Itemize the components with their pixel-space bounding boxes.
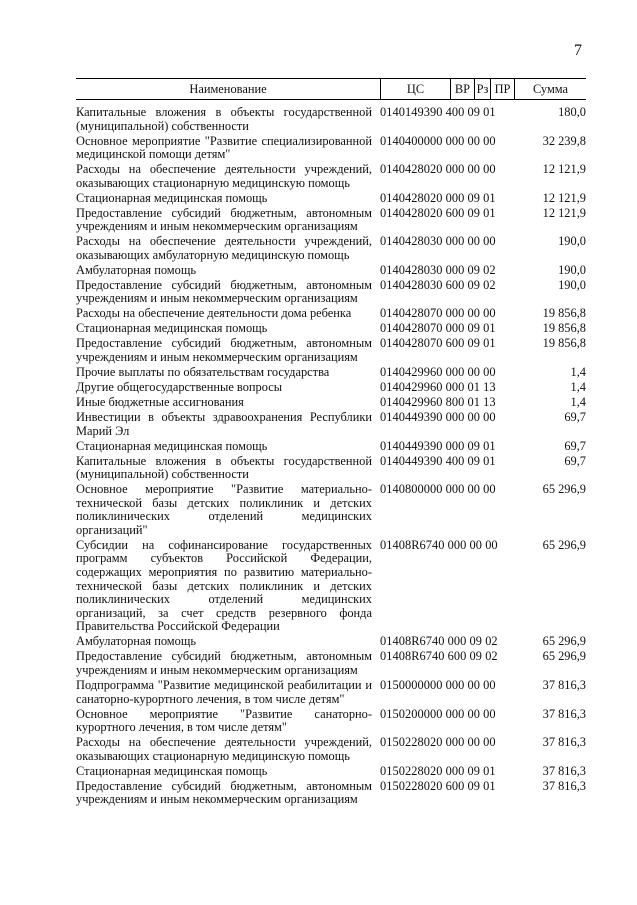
row-code: 01408R6740 600 09 02 <box>380 649 498 664</box>
table-row <box>76 279 586 306</box>
row-name: Капитальные вложения в объекты государственной (муниципальной) собственности <box>76 453 372 482</box>
table-row <box>76 235 586 262</box>
table-row <box>76 483 586 537</box>
row-sum: 37 816,3 <box>542 677 586 692</box>
row-name: Предоставление субсидий бюджетным, автономным учреждениям и иным некоммерческим организациям <box>76 649 372 677</box>
row-code: 0140429960 800 01 13 <box>380 394 496 409</box>
row-code: 0140428070 000 09 01 <box>380 321 496 336</box>
table-row <box>76 381 586 395</box>
table-row <box>76 650 586 677</box>
row-name: Амбулаторная помощь <box>76 262 197 277</box>
table-row <box>76 207 586 234</box>
row-code: 01408R6740 000 09 02 <box>380 634 498 649</box>
row-code: 0140428070 000 00 00 <box>380 306 496 321</box>
row-name: Расходы на обеспечение деятельности учреждений, оказывающих стационарную медицинскую помощь <box>76 735 372 763</box>
row-code: 0140429960 000 00 00 <box>380 364 496 379</box>
row-name: Основное мероприятие "Развитие санаторно-курортного лечения, в том числе детям" <box>76 706 372 735</box>
header-rz: Рз <box>474 79 490 99</box>
header-vr: ВР <box>450 79 474 99</box>
table-row <box>76 135 586 162</box>
row-name: Предоставление субсидий бюджетным, автономным учреждениям и иным некоммерческим организациям <box>76 336 372 364</box>
table-row <box>76 765 586 779</box>
row-name: Подпрограмма "Развитие медицинской реабилитации и санаторно-курортного лечения, в том числе детям" <box>76 677 372 706</box>
row-name: Капитальные вложения в объекты государственной (муниципальной) собственности <box>76 105 372 133</box>
row-sum: 19 856,8 <box>542 306 586 321</box>
table-row <box>76 366 586 380</box>
row-name: Амбулаторная помощь <box>76 634 197 649</box>
row-sum: 32 239,8 <box>542 133 586 148</box>
row-name: Стационарная медицинская помощь <box>76 190 268 205</box>
table-row <box>76 192 586 206</box>
row-name: Инвестиции в объекты здравоохранения Республики Марий Эл <box>76 409 372 438</box>
row-sum: 69,7 <box>564 409 586 424</box>
row-code: 0140428020 000 09 01 <box>380 190 496 205</box>
header-cs: ЦС <box>380 79 450 99</box>
table-row <box>76 539 586 634</box>
table-body <box>76 106 586 808</box>
row-sum: 19 856,8 <box>542 321 586 336</box>
row-code: 0150228020 000 00 00 <box>380 735 496 750</box>
row-name: Предоставление субсидий бюджетным, автономным учреждениям и иным некоммерческим организациям <box>76 205 372 234</box>
row-sum: 69,7 <box>564 453 586 468</box>
row-sum: 37 816,3 <box>542 778 586 793</box>
row-code: 0140428020 600 09 01 <box>380 205 496 220</box>
table-row <box>76 337 586 364</box>
row-sum: 65 296,9 <box>542 649 586 664</box>
row-name: Предоставление субсидий бюджетным, автономным учреждениям и иным некоммерческим организациям <box>76 277 372 306</box>
row-sum: 19 856,8 <box>542 336 586 351</box>
row-sum: 190,0 <box>558 262 586 277</box>
table-header <box>76 78 586 100</box>
row-code: 0140428070 600 09 01 <box>380 336 496 351</box>
row-name: Предоставление субсидий бюджетным, автономным учреждениям и иным некоммерческим организациям <box>76 778 372 807</box>
table-row <box>76 780 586 807</box>
table-row <box>76 708 586 735</box>
row-sum: 12 121,9 <box>542 205 586 220</box>
row-name: Основное мероприятие "Развитие материально-технической базы детских поликлиник и детских поликлинических отделений медицинских организаций" <box>76 482 372 537</box>
row-sum: 37 816,3 <box>542 763 586 778</box>
row-code: 0140428030 000 00 00 <box>380 234 496 249</box>
row-name: Стационарная медицинская помощь <box>76 438 268 453</box>
table-row <box>76 307 586 321</box>
row-sum: 190,0 <box>558 234 586 249</box>
row-code: 0140149390 400 09 01 <box>380 105 496 119</box>
row-code: 0150228020 600 09 01 <box>380 778 496 793</box>
row-code: 0140449390 000 09 01 <box>380 438 496 453</box>
header-name: Наименование <box>189 82 267 96</box>
row-sum: 37 816,3 <box>542 706 586 721</box>
row-sum: 190,0 <box>558 277 586 292</box>
row-sum: 12 121,9 <box>542 162 586 177</box>
row-sum: 1,4 <box>570 379 586 394</box>
table-row <box>76 736 586 763</box>
table-row <box>76 106 586 133</box>
table-row <box>76 635 586 649</box>
row-sum: 65 296,9 <box>542 537 586 552</box>
row-name: Стационарная медицинская помощь <box>76 321 268 336</box>
row-name: Прочие выплаты по обязательствам государства <box>76 364 330 379</box>
table-row <box>76 396 586 410</box>
header-sum: Сумма <box>514 79 586 99</box>
row-name: Расходы на обеспечение деятельности дома ребенка <box>76 306 352 321</box>
row-code: 0140400000 000 00 00 <box>380 133 496 148</box>
table-row <box>76 455 586 482</box>
row-sum: 65 296,9 <box>542 634 586 649</box>
row-code: 0140449390 400 09 01 <box>380 453 496 468</box>
table-row <box>76 163 586 190</box>
table-row <box>76 264 586 278</box>
row-code: 0140428030 600 09 02 <box>380 277 496 292</box>
row-name: Основное мероприятие "Развитие специализированной медицинской помощи детям" <box>76 133 372 162</box>
row-sum: 12 121,9 <box>542 190 586 205</box>
header-pr: ПР <box>490 79 514 99</box>
row-code: 0150000000 000 00 00 <box>380 677 496 692</box>
row-name: Субсидии на софинансирование государственных программ субъектов Российской Федерации, содержащих мероприятия по развитию материально-технической базы детских поликлиник и детских поликлинических отделений медицинских организаций, за счет средств резервного фонда Правительства Российской Федерации <box>76 537 372 634</box>
table-row <box>76 322 586 336</box>
table-row <box>76 440 586 454</box>
row-sum: 69,7 <box>564 438 586 453</box>
row-code: 0140800000 000 00 00 <box>380 482 496 497</box>
row-name: Другие общегосударственные вопросы <box>76 379 283 394</box>
row-code: 0140428020 000 00 00 <box>380 162 496 177</box>
row-sum: 65 296,9 <box>542 482 586 497</box>
row-code: 0150228020 000 09 01 <box>380 763 496 778</box>
row-name: Стационарная медицинская помощь <box>76 763 268 778</box>
row-sum: 1,4 <box>570 394 586 409</box>
row-code: 0140449390 000 00 00 <box>380 409 496 424</box>
row-sum: 37 816,3 <box>542 735 586 750</box>
row-code: 01408R6740 000 00 00 <box>380 537 498 552</box>
row-name: Расходы на обеспечение деятельности учреждений, оказывающих стационарную медицинскую помощь <box>76 162 372 190</box>
row-code: 0150200000 000 00 00 <box>380 706 496 721</box>
page-number: 7 <box>574 42 582 59</box>
row-code: 0140428030 000 09 02 <box>380 262 496 277</box>
table-row <box>76 411 586 438</box>
row-name: Иные бюджетные ассигнования <box>76 394 244 409</box>
row-sum: 180,0 <box>558 105 586 119</box>
row-name: Расходы на обеспечение деятельности учреждений, оказывающих амбулаторную медицинскую помощь <box>76 234 372 262</box>
row-sum: 1,4 <box>570 364 586 379</box>
row-code: 0140429960 000 01 13 <box>380 379 496 394</box>
table-row <box>76 679 586 706</box>
